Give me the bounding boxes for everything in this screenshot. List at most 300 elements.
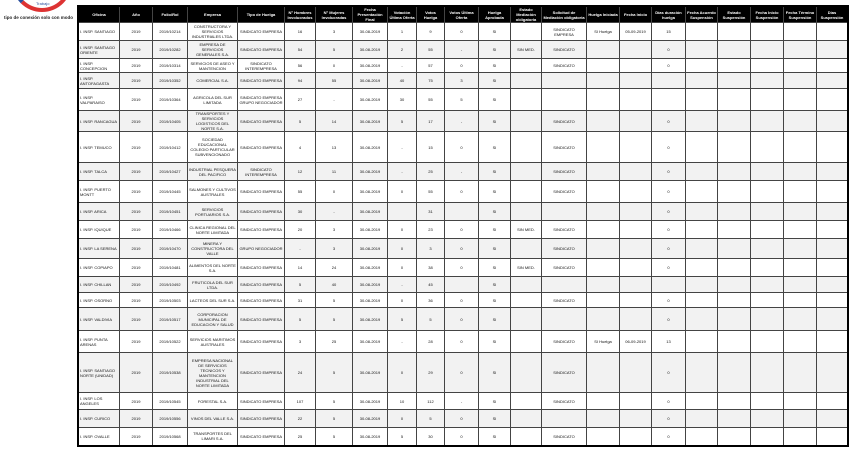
table-cell: SI — [479, 428, 511, 446]
table-cell — [718, 23, 751, 41]
table-cell: 24 — [285, 353, 316, 393]
table-row — [78, 308, 848, 331]
table-cell: 0 — [652, 239, 686, 259]
table-cell: 5 — [388, 428, 417, 446]
table-cell: 5 — [316, 410, 353, 428]
table-cell: 30-08-2019 — [353, 111, 388, 132]
table-cell: 10 — [388, 393, 417, 410]
table-cell: SI — [479, 23, 511, 41]
table-cell — [784, 239, 817, 259]
table-cell — [620, 293, 652, 308]
table-cell: 3 — [316, 23, 353, 41]
table-cell: 3 — [285, 331, 316, 353]
table-cell — [817, 239, 849, 259]
table-cell: I. INSP. OSORNO — [78, 293, 120, 308]
table-cell: SI — [479, 221, 511, 239]
caption: tipo de conexión solo con modo — [4, 15, 74, 20]
table-cell: 0 — [388, 410, 417, 428]
table-cell — [620, 73, 652, 89]
table-cell: 30-08-2019 — [353, 23, 388, 41]
table-cell: 2019/10503 — [153, 293, 188, 308]
table-cell — [817, 428, 849, 446]
table-cell: I. INSP. LOS ANGELES — [78, 393, 120, 410]
table-cell — [542, 410, 587, 428]
table-cell — [784, 23, 817, 41]
column-header: Fecha Acuerdo Suspensión — [686, 6, 718, 23]
table-cell — [718, 293, 751, 308]
table-cell: 2019 — [120, 23, 153, 41]
table-cell — [686, 259, 718, 277]
table-cell: 30-08-2019 — [353, 59, 388, 73]
table-row — [78, 181, 848, 203]
table-cell: 5 — [388, 308, 417, 331]
table-cell: 0 — [652, 308, 686, 331]
table-cell — [587, 259, 620, 277]
table-cell — [511, 89, 542, 111]
table-cell: SINDICATO — [542, 393, 587, 410]
table-cell: INDUSTRIAL PESQUERA DEL PACIFICO — [188, 163, 238, 181]
table-cell: 29 — [417, 353, 445, 393]
table-cell — [620, 59, 652, 73]
table-cell: SI — [479, 181, 511, 203]
table-cell — [511, 132, 542, 163]
table-cell: 2019 — [120, 353, 153, 393]
table-cell — [511, 353, 542, 393]
table-cell: 0 — [445, 259, 479, 277]
table-cell — [751, 277, 784, 293]
table-cell: 31 — [417, 203, 445, 221]
table-cell: 0 — [652, 353, 686, 393]
table-cell — [511, 428, 542, 446]
table-cell: 112 — [417, 393, 445, 410]
table-cell: SI — [479, 410, 511, 428]
table-cell: SIN MED. — [511, 259, 542, 277]
table-cell: CORPORACION MUNICIPAL DE EDUCACION Y SALUD — [188, 308, 238, 331]
table-cell: 30-08-2019 — [353, 393, 388, 410]
table-cell — [511, 59, 542, 73]
table-cell — [817, 73, 849, 89]
table-cell — [817, 23, 849, 41]
table-cell: 9 — [417, 23, 445, 41]
table-cell: 30-08-2019 — [353, 277, 388, 293]
table-cell — [751, 111, 784, 132]
table-cell: 2019/10352 — [153, 73, 188, 89]
table-cell: 2019/10568 — [153, 428, 188, 446]
table-cell — [751, 353, 784, 393]
table-cell: 23 — [417, 221, 445, 239]
table-cell — [587, 203, 620, 221]
table-cell — [784, 393, 817, 410]
table-cell: 2 — [388, 41, 417, 59]
table-cell — [817, 163, 849, 181]
table-cell — [718, 163, 751, 181]
table-cell: 2019/10538 — [153, 353, 188, 393]
table-cell: 0 — [316, 59, 353, 73]
table-cell — [784, 73, 817, 89]
table-cell: 0 — [445, 132, 479, 163]
table-cell — [686, 132, 718, 163]
table-cell: 30-08-2019 — [353, 163, 388, 181]
table-cell: CONSTRUCTORA Y SERVICIOS INDUSTRIALES LTDA. — [188, 23, 238, 41]
table-cell: 2019/10470 — [153, 239, 188, 259]
table-cell — [718, 259, 751, 277]
table-cell: 3 — [445, 73, 479, 89]
table-cell: 0 — [652, 410, 686, 428]
table-cell: 2019 — [120, 41, 153, 59]
table-cell: 30-08-2019 — [353, 181, 388, 203]
table-cell: I. INSP. TEMUCO — [78, 132, 120, 163]
table-cell: 31 — [285, 293, 316, 308]
table-cell — [784, 293, 817, 308]
table-cell: 0 — [652, 221, 686, 239]
table-cell: 2019/10214 — [153, 23, 188, 41]
table-cell: I. INSP. CURICO — [78, 410, 120, 428]
table-cell — [751, 393, 784, 410]
table-cell: I. INSP. ARICA — [78, 203, 120, 221]
table-cell: SI — [479, 239, 511, 259]
table-cell: 54 — [285, 41, 316, 59]
table-cell — [587, 293, 620, 308]
table-cell: 0 — [445, 331, 479, 353]
table-cell: 2019 — [120, 221, 153, 239]
table-cell — [542, 89, 587, 111]
table-cell: 55 — [417, 181, 445, 203]
table-cell — [718, 239, 751, 259]
table-cell: 0 — [652, 293, 686, 308]
table-cell — [542, 308, 587, 331]
table-cell: 107 — [285, 393, 316, 410]
table-cell — [718, 59, 751, 73]
table-cell: 15 — [417, 132, 445, 163]
table-cell: - — [316, 89, 353, 111]
table-cell: 0 — [445, 239, 479, 259]
table-cell: 0 — [388, 181, 417, 203]
table-cell: 30-08-2019 — [353, 239, 388, 259]
column-header: Votos Última Oferta — [445, 6, 479, 23]
column-header: Fecha Inicio Suspensión — [751, 6, 784, 23]
table-cell — [784, 410, 817, 428]
table-cell — [751, 23, 784, 41]
table-cell: 25 — [417, 163, 445, 181]
table-cell: I. INSP. COPIAPO — [78, 259, 120, 277]
table-cell — [620, 393, 652, 410]
table-cell: 0 — [445, 353, 479, 393]
table-cell: SINDICATO EMPRESA — [238, 23, 285, 41]
table-cell — [817, 308, 849, 331]
table-cell: - — [388, 163, 417, 181]
table-cell — [784, 132, 817, 163]
table-cell: SI Huelga — [587, 331, 620, 353]
table-cell — [620, 89, 652, 111]
table-row — [78, 331, 848, 353]
table-cell: 30-08-2019 — [353, 331, 388, 353]
table-cell: 30-08-2019 — [353, 41, 388, 59]
table-cell — [652, 277, 686, 293]
table-cell: 2019/10364 — [153, 89, 188, 111]
table-cell: 30 — [285, 203, 316, 221]
table-cell — [511, 293, 542, 308]
table-cell — [686, 23, 718, 41]
table-cell — [511, 308, 542, 331]
table-cell: SI — [479, 308, 511, 331]
table-cell: I. INSP. CHILLAN — [78, 277, 120, 293]
table-cell: - — [445, 111, 479, 132]
table-cell: SERVICIOS PORTUARIOS S.A. — [188, 203, 238, 221]
table-cell: 56 — [285, 59, 316, 73]
table-cell — [620, 353, 652, 393]
table-cell: VINOS DEL VALLE S.A. — [188, 410, 238, 428]
table-cell — [718, 221, 751, 239]
table-cell: SINDICATO EMPRESA — [542, 23, 587, 41]
table-cell — [751, 203, 784, 221]
table-cell: 2019 — [120, 111, 153, 132]
table-cell: SINDICATO EMPRESA — [238, 308, 285, 331]
table-cell — [751, 221, 784, 239]
table-cell: 5 — [316, 293, 353, 308]
column-header: Estado Mediación obligatoria — [511, 6, 542, 23]
table-cell: 5 — [316, 428, 353, 446]
table-cell — [817, 203, 849, 221]
strikes-table — [77, 5, 849, 447]
table-cell: SINDICATO — [542, 221, 587, 239]
table-cell: 0 — [652, 203, 686, 221]
table-cell — [620, 308, 652, 331]
table-cell: SINDICATO — [542, 331, 587, 353]
table-cell — [511, 393, 542, 410]
table-cell: 2019/10466 — [153, 221, 188, 239]
table-row — [78, 428, 848, 446]
table-cell: 2019/10427 — [153, 163, 188, 181]
table-cell: 3 — [316, 239, 353, 259]
table-cell — [784, 308, 817, 331]
table-cell: 5 — [417, 308, 445, 331]
table-cell — [587, 73, 620, 89]
table-cell: 45 — [417, 277, 445, 293]
table-cell — [587, 410, 620, 428]
table-cell: - — [445, 393, 479, 410]
table-cell — [686, 89, 718, 111]
table-row — [78, 393, 848, 410]
table-cell — [620, 221, 652, 239]
table-cell — [587, 59, 620, 73]
column-header: Huelga Aprobada — [479, 6, 511, 23]
table-cell — [718, 41, 751, 59]
table-cell — [511, 23, 542, 41]
table-cell — [718, 89, 751, 111]
column-header: Empresa — [188, 6, 238, 23]
table-cell: 14 — [316, 111, 353, 132]
table-cell — [817, 59, 849, 73]
table-cell: 57 — [417, 59, 445, 73]
table-row — [78, 132, 848, 163]
table-cell: SI — [479, 59, 511, 73]
table-cell: 30-08-2019 — [353, 73, 388, 89]
table-cell: 75 — [417, 73, 445, 89]
table-cell: 5 — [316, 41, 353, 59]
table-cell: SINDICATO EMPRESA — [238, 181, 285, 203]
table-cell: SINDICATO — [542, 59, 587, 73]
table-cell: 0 — [445, 293, 479, 308]
table-cell: 5 — [316, 308, 353, 331]
table-cell — [751, 59, 784, 73]
table-cell: 5 — [316, 393, 353, 410]
column-header: Año — [120, 6, 153, 23]
table-row — [78, 111, 848, 132]
table-cell: 0 — [445, 59, 479, 73]
table-cell: 2019 — [120, 410, 153, 428]
table-cell: SI — [479, 163, 511, 181]
table-cell: SINDICATO — [542, 428, 587, 446]
table-cell: SIN MED. — [511, 41, 542, 59]
table-cell — [542, 73, 587, 89]
table-cell: 4 — [285, 132, 316, 163]
table-cell: SI — [479, 331, 511, 353]
table-cell — [784, 163, 817, 181]
table-cell — [511, 239, 542, 259]
table-cell: 2019/10556 — [153, 410, 188, 428]
table-cell: 13 — [316, 132, 353, 163]
table-cell — [686, 59, 718, 73]
table-cell: 27 — [285, 89, 316, 111]
table-cell — [620, 428, 652, 446]
table-cell: SINDICATO — [542, 353, 587, 393]
table-cell — [751, 259, 784, 277]
table-cell: TRANSPORTES DEL LIMARI S.A. — [188, 428, 238, 446]
table-cell: 40 — [316, 277, 353, 293]
table-cell: 0 — [652, 259, 686, 277]
table-cell: 36 — [417, 293, 445, 308]
table-cell: I. INSP. PUNTA ARENAS — [78, 331, 120, 353]
table-cell: 2019/10492 — [153, 277, 188, 293]
table-cell: SI Huelga — [587, 23, 620, 41]
table-cell: 5 — [316, 353, 353, 393]
table-cell — [751, 428, 784, 446]
column-header: Días duración huelga — [652, 6, 686, 23]
table-cell — [784, 181, 817, 203]
table-cell: 16 — [285, 23, 316, 41]
column-header: N° Hombres Involucrados — [285, 6, 316, 23]
table-cell — [587, 239, 620, 259]
table-cell: 30-08-2019 — [353, 132, 388, 163]
table-cell — [542, 203, 587, 221]
table-cell — [718, 410, 751, 428]
table-cell: 13 — [652, 331, 686, 353]
table-cell: SALMONES Y CULTIVOS AUSTRALES — [188, 181, 238, 203]
table-cell: 5 — [417, 410, 445, 428]
table-cell — [511, 163, 542, 181]
table-cell: 5 — [285, 308, 316, 331]
table-row — [78, 221, 848, 239]
table-cell: 2019/10282 — [153, 41, 188, 59]
table-cell: I. INSP. TALCA — [78, 163, 120, 181]
table-cell: SINDICATO EMPRESA — [238, 203, 285, 221]
table-cell: I. INSP. SANTIAGO NORTE (UNIDAD) — [78, 353, 120, 393]
table-cell: 2019 — [120, 89, 153, 111]
table-cell — [817, 293, 849, 308]
table-cell: SINDICATO — [542, 259, 587, 277]
column-header: Tipo de Huelga — [238, 6, 285, 23]
table-cell — [686, 221, 718, 239]
table-cell: LACTEOS DEL SUR S.A. — [188, 293, 238, 308]
table-cell — [511, 410, 542, 428]
column-header: Días Suspensión — [817, 6, 849, 23]
table-cell — [718, 277, 751, 293]
column-header: Folio/Rol — [153, 6, 188, 23]
table-cell: 2019 — [120, 239, 153, 259]
table-cell: 0 — [652, 428, 686, 446]
table-cell: 0 — [652, 181, 686, 203]
table-cell: I. INSP. OVALLE — [78, 428, 120, 446]
table-cell: I. INSP. PUERTO MONTT — [78, 181, 120, 203]
table-cell: 0 — [652, 132, 686, 163]
table-cell: 24 — [316, 259, 353, 277]
column-header: Fecha Presentación Final — [353, 6, 388, 23]
table-cell: 2019/10405 — [153, 111, 188, 132]
table-cell: - — [445, 41, 479, 59]
column-header: Estado Suspensión — [718, 6, 751, 23]
table-cell: 0 — [652, 393, 686, 410]
table-cell: I. INSP. IQUIQUE — [78, 221, 120, 239]
table-cell: SI — [479, 89, 511, 111]
table-cell: SINDICATO EMPRESA — [238, 277, 285, 293]
table-cell — [784, 41, 817, 59]
table-cell: SINDICATO — [542, 111, 587, 132]
table-cell: 2019 — [120, 59, 153, 73]
column-header: N° Mujeres Involucradas — [316, 6, 353, 23]
table-cell: 2019/10481 — [153, 259, 188, 277]
table-cell — [511, 181, 542, 203]
table-cell: 5 — [285, 277, 316, 293]
table-cell — [620, 181, 652, 203]
table-cell — [686, 41, 718, 59]
table-cell: I. INSP. LA SERENA — [78, 239, 120, 259]
table-cell — [784, 259, 817, 277]
table-cell: - — [388, 331, 417, 353]
table-row — [78, 41, 848, 59]
table-row — [78, 259, 848, 277]
table-row — [78, 73, 848, 89]
table-header-row — [78, 6, 848, 23]
table-cell: 2019 — [120, 132, 153, 163]
table-row — [78, 203, 848, 221]
table-cell: 2019 — [120, 203, 153, 221]
column-header: Fecha Inicio — [620, 6, 652, 23]
table-cell — [686, 203, 718, 221]
table-cell: 0 — [652, 41, 686, 59]
table-cell: 2019 — [120, 331, 153, 353]
table-cell: 06-09-2019 — [620, 331, 652, 353]
table-cell — [784, 59, 817, 73]
table-cell: - — [388, 277, 417, 293]
table-cell: AGRICOLA DEL SUR LIMITADA — [188, 89, 238, 111]
table-cell — [817, 221, 849, 239]
table-cell: FORESTAL S.A. — [188, 393, 238, 410]
table-cell — [686, 293, 718, 308]
table-cell: 2019 — [120, 293, 153, 308]
table-row — [78, 353, 848, 393]
table-row — [78, 89, 848, 111]
table-cell: SINDICATO EMPRESA — [238, 428, 285, 446]
table-cell — [542, 277, 587, 293]
table-cell: 17 — [417, 111, 445, 132]
table-cell — [784, 331, 817, 353]
table-cell: SI — [479, 132, 511, 163]
table-cell — [686, 163, 718, 181]
table-cell: - — [388, 59, 417, 73]
table-cell — [511, 111, 542, 132]
table-cell — [817, 181, 849, 203]
table-cell: 30 — [417, 428, 445, 446]
